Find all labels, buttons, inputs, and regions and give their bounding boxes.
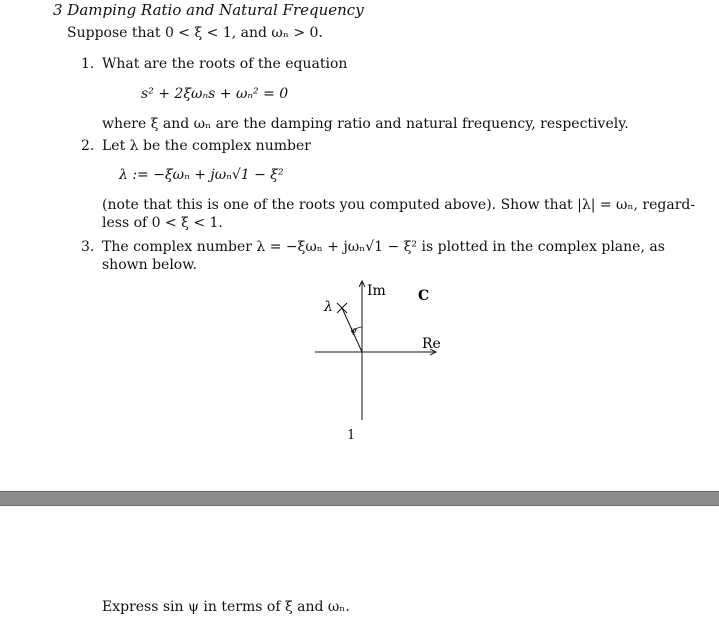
- item-2-after-line2: less of 0 < ξ < 1.: [102, 215, 223, 231]
- lambda-label: λ: [324, 299, 333, 315]
- item-2-text: Let λ be the complex number: [102, 138, 311, 154]
- item-3-number: 3.: [81, 239, 95, 255]
- item-2-number: 2.: [81, 138, 95, 154]
- intro-text: Suppose that 0 < ξ < 1, and ωₙ > 0.: [67, 25, 323, 41]
- psi-label: ψ: [350, 326, 358, 336]
- page-separator: [0, 491, 719, 506]
- im-label: Im: [367, 283, 386, 299]
- item-1-equation: s² + 2ξωₙs + ωₙ² = 0: [141, 86, 289, 102]
- page-number: 1: [347, 428, 356, 443]
- item-3-line2: shown below.: [102, 257, 198, 273]
- item-2-equation: λ := −ξωₙ + jωₙ√1 − ξ²: [119, 167, 284, 183]
- section-heading: 3 Damping Ratio and Natural Frequency: [53, 1, 364, 19]
- bottom-question: Express sin ψ in terms of ξ and ωₙ.: [102, 599, 350, 615]
- re-label: Re: [422, 336, 441, 352]
- item-3-line1: The complex number λ = −ξωₙ + jωₙ√1 − ξ² is plotted in the complex plane, as: [102, 239, 665, 255]
- c-label: C: [418, 288, 430, 304]
- item-1-text: What are the roots of the equation: [102, 56, 348, 72]
- item-1-number: 1.: [81, 56, 95, 72]
- item-1-after: where ξ and ωₙ are the damping ratio and natural frequency, respectively.: [102, 116, 629, 132]
- item-2-after-line1: (note that this is one of the roots you computed above). Show that |λ| = ωₙ, regard-: [102, 197, 696, 213]
